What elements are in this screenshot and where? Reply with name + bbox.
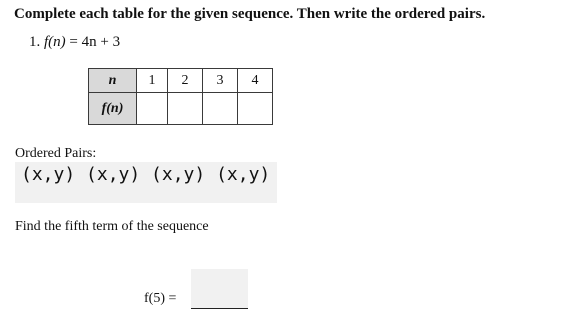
function-label: f(n) <box>44 34 66 50</box>
sequence-table <box>88 68 273 125</box>
fifth-term-answer-box[interactable] <box>191 269 248 309</box>
instructions-heading: Complete each table for the given sequence. Then write the ordered pairs. <box>14 6 486 22</box>
n-value-cell: 2 <box>168 69 203 93</box>
n-value-cell: 4 <box>238 69 273 93</box>
fn-answer-cell[interactable] <box>168 93 203 125</box>
table-row-fn <box>89 93 273 125</box>
fifth-term-label: f(5) = <box>144 291 177 306</box>
ordered-pairs-text[interactable]: (x,y) (x,y) (x,y) (x,y) <box>21 164 271 185</box>
table-row-n <box>89 69 273 93</box>
fn-answer-cell[interactable] <box>203 93 238 125</box>
fn-header-cell: f(n) <box>89 93 137 125</box>
fn-answer-cell[interactable] <box>137 93 168 125</box>
ordered-pairs-answer-box[interactable] <box>15 162 277 203</box>
ordered-pairs-label: Ordered Pairs: <box>15 146 97 161</box>
problem-statement <box>29 34 120 51</box>
equals-sign: = <box>69 34 78 50</box>
n-value-cell: 1 <box>137 69 168 93</box>
fifth-term-prompt: Find the fifth term of the sequence <box>15 219 209 234</box>
function-expression: 4n + 3 <box>81 34 121 50</box>
fn-answer-cell[interactable] <box>238 93 273 125</box>
n-header-cell: n <box>89 69 137 93</box>
n-value-cell: 3 <box>203 69 238 93</box>
problem-number: 1. <box>29 34 41 50</box>
